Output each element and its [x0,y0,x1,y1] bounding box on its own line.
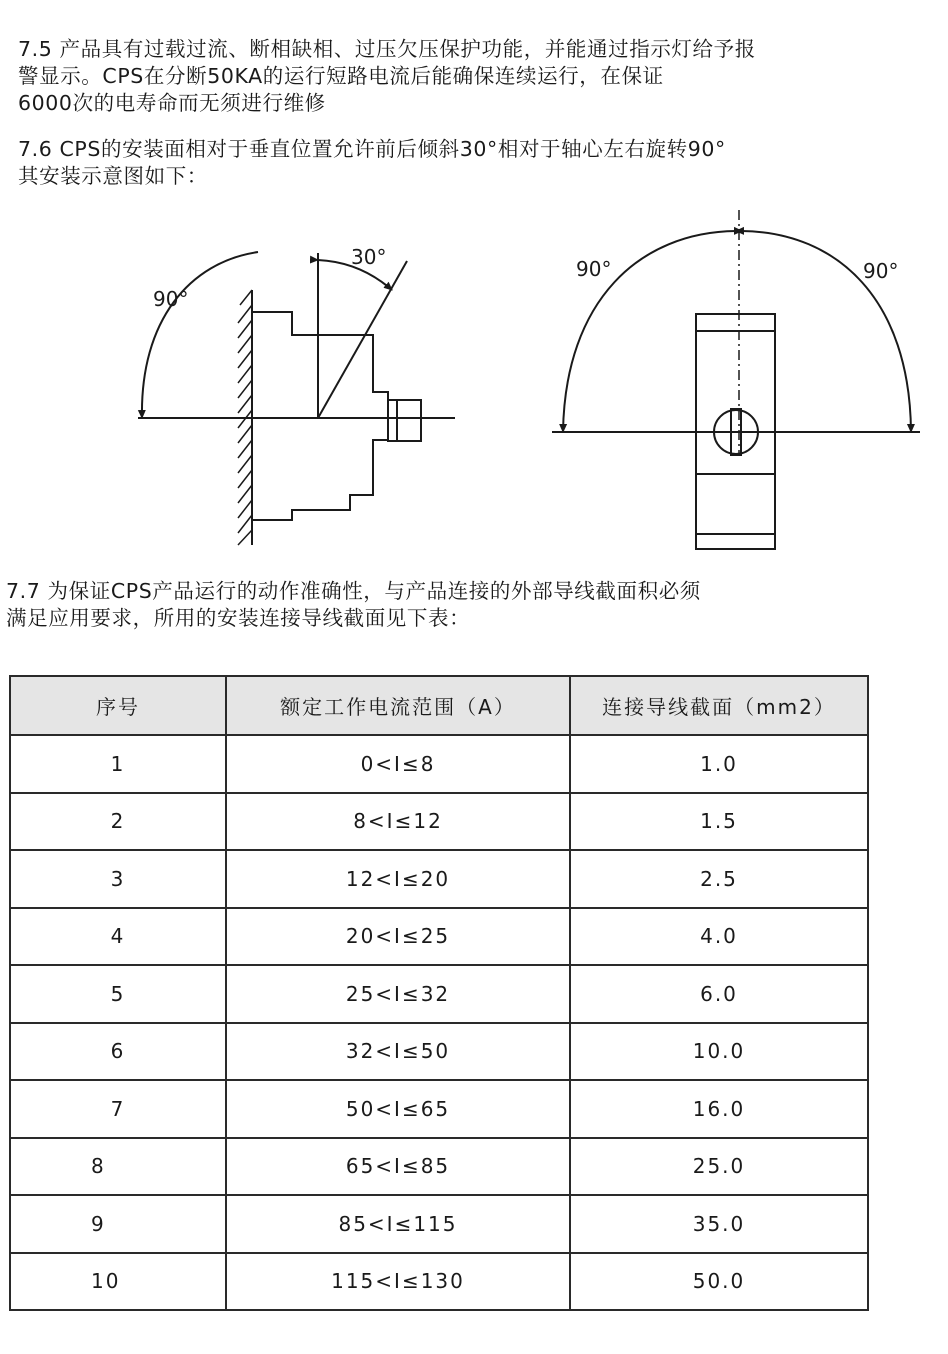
text-line: 7.6 CPS的安装面相对于垂直位置允许前后倾斜30°相对于轴心左右旋转90° [18,137,726,161]
cell-current-range: 8<I≤12 [226,793,570,851]
text-line: 7.7 为保证CPS产品运行的动作准确性，与产品连接的外部导线截面积必须 [6,579,701,603]
cell-index: 9 [10,1195,226,1253]
section-7-7-text [6,578,931,632]
cell-wire-section: 50.0 [570,1253,868,1311]
table-row [10,850,868,908]
text-line: 满足应用要求，所用的安装连接导线截面见下表： [6,606,471,630]
cell-wire-section: 4.0 [570,908,868,966]
cell-current-range: 85<I≤115 [226,1195,570,1253]
table-row [10,1195,868,1253]
cell-wire-section: 16.0 [570,1080,868,1138]
cell-index: 3 [10,850,226,908]
cell-current-range: 25<I≤32 [226,965,570,1023]
cell-index: 8 [10,1138,226,1196]
angle-label-30: 30° [351,245,387,269]
cell-index: 2 [10,793,226,851]
cell-index: 7 [10,1080,226,1138]
device-knob [388,400,421,441]
table-row [10,735,868,793]
table-row [10,1080,868,1138]
tilt-line [318,261,407,418]
header-index: 序号 [10,676,226,735]
header-wire-section: 连接导线截面（mm2） [570,676,868,735]
table-header-row [10,676,868,735]
cell-current-range: 20<I≤25 [226,908,570,966]
wire-section-table [9,675,869,1311]
cell-current-range: 12<I≤20 [226,850,570,908]
cell-wire-section: 2.5 [570,850,868,908]
cell-current-range: 50<I≤65 [226,1080,570,1138]
cell-current-range: 65<I≤85 [226,1138,570,1196]
cell-wire-section: 6.0 [570,965,868,1023]
cell-index: 6 [10,1023,226,1081]
cell-current-range: 115<I≤130 [226,1253,570,1311]
table-row [10,793,868,851]
cell-index: 5 [10,965,226,1023]
text-line: 7.5 产品具有过载过流、断相缺相、过压欠压保护功能，并能通过指示灯给予报 [18,37,756,61]
table-row [10,965,868,1023]
angle-label-90-left: 90° [153,287,189,311]
text-line: 6000次的电寿命而无须进行维修 [18,91,326,115]
cell-wire-section: 35.0 [570,1195,868,1253]
table-row [10,1023,868,1081]
cell-wire-section: 1.5 [570,793,868,851]
cell-index: 1 [10,735,226,793]
angle-label-90-left: 90° [576,257,612,281]
cell-wire-section: 10.0 [570,1023,868,1081]
table-row [10,1253,868,1311]
cell-wire-section: 25.0 [570,1138,868,1196]
text-line: 警显示。CPS在分断50KA的运行短路电流后能确保连续运行，在保证 [18,64,664,88]
table-row [10,908,868,966]
cell-current-range: 32<I≤50 [226,1023,570,1081]
header-current-range: 额定工作电流范围（A） [226,676,570,735]
angle-label-90-right: 90° [863,259,899,283]
cell-wire-section: 1.0 [570,735,868,793]
table-row [10,1138,868,1196]
installation-diagram [0,0,948,560]
cell-index: 4 [10,908,226,966]
cell-current-range: 0<I≤8 [226,735,570,793]
text-line: 其安装示意图如下： [18,164,208,188]
cell-index: 10 [10,1253,226,1311]
